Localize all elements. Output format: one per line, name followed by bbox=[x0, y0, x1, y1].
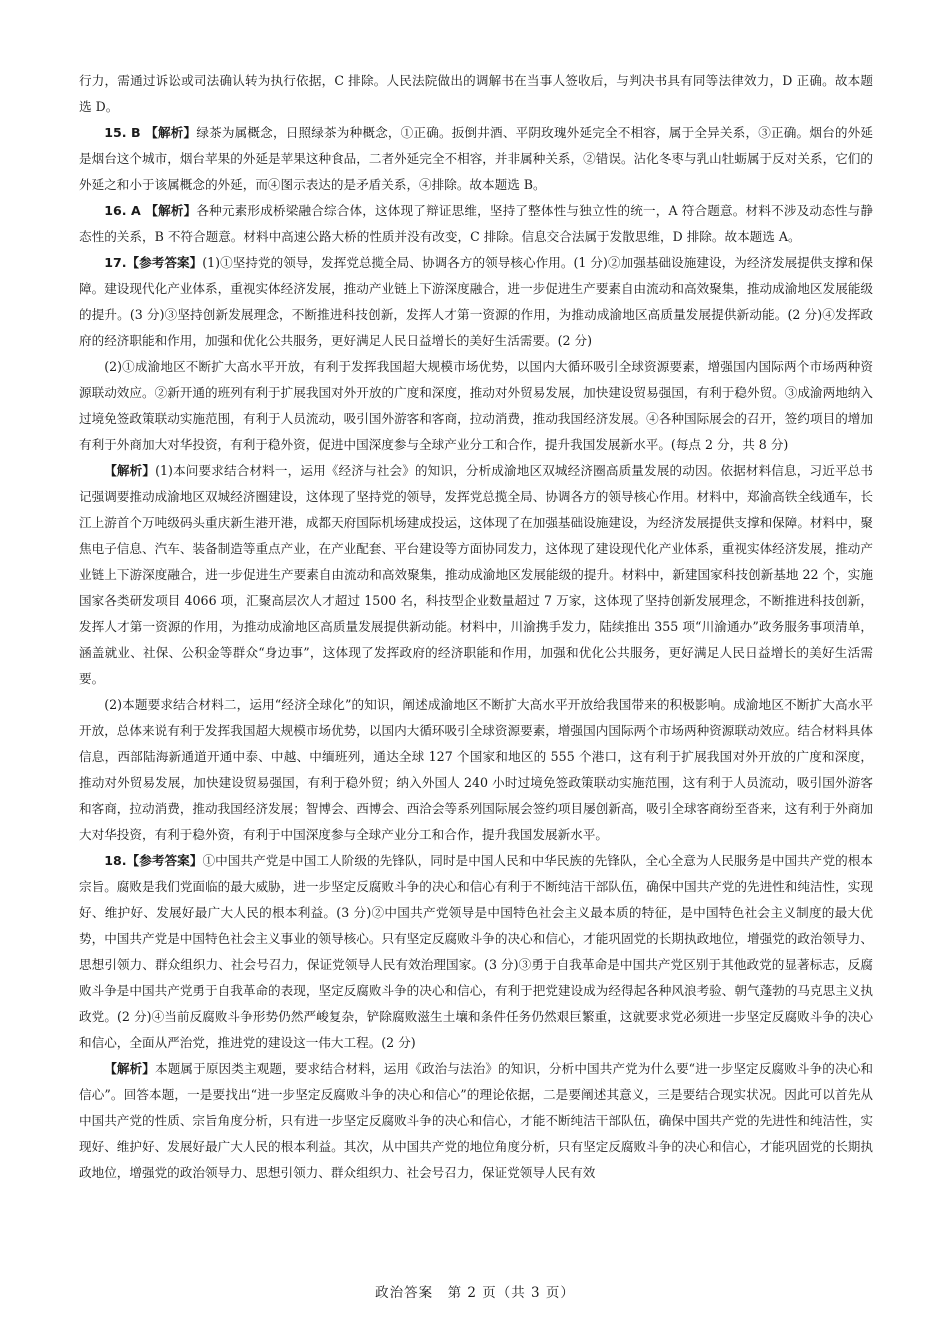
paragraph-lead: 18.【参考答案】 bbox=[104, 853, 203, 868]
paragraph-text: 行力，需通过诉讼或司法确认转为执行依据，C 排除。人民法院做出的调解书在当事人签收后，与判决书具有同等法律效力，D 正确。故本题选 D。 bbox=[79, 73, 873, 114]
paragraph-text: (1)本问要求结合材料一，运用《经济与社会》的知识，分析成渝地区双城经济圈高质量发展的动因。依据材料信息，习近平总书记强调要推动成渝地区双城经济圈建设，这体现了坚持党的领导，发挥党总揽全局、协调各方的领导核心作用。材料中，郑渝高铁全线通车，长江上游首个万吨级码头重庆新生港开港，成都天府国际机场建成投运，这体现了在加强基础设施建设，为经济发展提供支撑和保障。材料中，聚焦电子信息、汽车、装备制造等重点产业，在产业配套、平台建设等方面协同发力，这体现了建设现代化产业体系，重视实体经济发展，推动产业链上下游深度融合，进一步促进生产要素自由流动和高效聚集，推动成渝地区发展能级的提升。材料中，新建国家科技创新基地 22 个，实施国家各类研发项目 4066 项，汇聚高层次人才超过 1500 名，科技型企业数量超过 7 万家，这体现了坚持创新发展理念，不断推进科技创新，发挥人才第一资源的作用，为推动成渝地区高质量发展提供新动能。材料中，川渝携手发力，陆续推出 355 项“川渝通办”政务服务事项清单，涵盖就业、社保、公积金等群众“身边事”，这体现了发挥政府的经济职能和作用，加强和优化公共服务，更好满足人民日益增长的美好生活需要。 bbox=[79, 463, 874, 686]
paragraph-lead: 15. B 【解析】 bbox=[104, 125, 197, 140]
paragraph-text: 本题属于原因类主观题，要求结合材料，运用《政治与法治》的知识，分析中国共产党为什么要“进一步坚定反腐败斗争的决心和信心”。回答本题，一是要找出“进一步坚定反腐败斗争的决心和信心”的理论依据，二是要阐述其意义，三是要结合现实状况。因此可以首先从中国共产党的性质、宗旨角度分析，只有进一步坚定反腐败斗争的决心和信心，才能不断纯洁干部队伍，确保中国共产党的先进性和纯洁性，实现好、维护好、发展好最广大人民的根本利益。其次，从中国共产党的地位角度分析，只有坚定反腐败斗争的决心和信心，才能巩固党的长期执政地位，增强党的政治领导力、思想引领力、群众组织力、社会号召力，保证党领导人民有效 bbox=[79, 1061, 873, 1180]
paragraph-lead: 16. A 【解析】 bbox=[104, 203, 197, 218]
paragraph-q18-analysis bbox=[79, 1056, 873, 1186]
paragraph-lead: 【解析】 bbox=[104, 1061, 156, 1076]
paragraph-text: ①中国共产党是中国工人阶级的先锋队，同时是中国人民和中华民族的先锋队，全心全意为人民服务是中国共产党的根本宗旨。腐败是我们党面临的最大威胁，进一步坚定反腐败斗争的决心和信心有利于不断纯洁干部队伍，确保中国共产党的先进性和纯洁性，实现好、维护好、发展好最广大人民的根本利益。(3 分)②中国共产党领导是中国特色社会主义最本质的特征，是中国特色社会主义制度的最大优势，中国共产党是中国特色社会主义事业的领导核心。只有坚定反腐败斗争的决心和信心，才能巩固党的长期执政地位，增强党的政治领导力、思想引领力、群众组织力、社会号召力，保证党领导人民有效治理国家。(3 分)③勇于自我革命是中国共产党区别于其他政党的显著标志，反腐败斗争是中国共产党勇于自我革命的表现，坚定反腐败斗争的决心和信心，有利于把党建设成为经得起各种风浪考验、朝气蓬勃的马克思主义执政党。(2 分)④当前反腐败斗争形势仍然严峻复杂，铲除腐败滋生土壤和条件任务仍然艰巨繁重，这就要求党必须进一步坚定反腐败斗争的决心和信心，全面从严治党，推进党的建设这一伟大工程。(2 分) bbox=[79, 853, 874, 1050]
paragraph-text: (2)本题要求结合材料二，运用“经济全球化”的知识，阐述成渝地区不断扩大高水平开放给我国带来的积极影响。成渝地区不断扩大高水平开放，总体来说有利于发挥我国超大规模市场优势，以国内大循环吸引全球资源要素，增强国内国际两个市场两种资源联动效应。结合材料具体信息，西部陆海新通道开通中泰、中越、中缅班列，通达全球 127 个国家和地区的 555 个港口，这有利于扩展我国对外开放的广度和深度，推动对外贸易发展，加快建设贸易强国，有利于稳外贸；纳入外国人 240 小时过境免签政策联动实施范围，这有利于人员流动，吸引国外游客和客商，拉动消费，推动我国经济发展；智博会、西博会、西洽会等系列国际展会签约项目屡创新高，吸引全球客商纷至沓来，这有利于外商加大对华投资，有利于稳外资，有利于中国深度参与全球产业分工和合作，提升我国发展新水平。 bbox=[79, 697, 873, 842]
paragraph-text: 各种元素形成桥梁融合综合体，这体现了辩证思维，坚持了整体性与独立性的统一，A 符合题意。材料不涉及动态性与静态性的关系，B 不符合题意。材料中高速公路大桥的性质并没有改变，C 排除。信息交合法属于发散思维，D 排除。故本题选 A。 bbox=[79, 203, 873, 244]
paragraph-q15 bbox=[79, 120, 873, 198]
paragraph-continued bbox=[79, 68, 873, 120]
paragraph-q16 bbox=[79, 198, 873, 250]
paragraph-text: 绿茶为属概念，日照绿茶为种概念，①正确。扳倒井酒、平阴玫瑰外延完全不相容，属于全异关系，③正确。烟台的外延是烟台这个城市，烟台苹果的外延是苹果这种食品，二者外延完全不相容，并非属种关系，②错误。沾化冬枣与乳山牡蛎属于反对关系，它们的外延之和小于该属概念的外延，而④图示表达的是矛盾关系，④排除。故本题选 B。 bbox=[79, 125, 873, 192]
paragraph-text: (1)①坚持党的领导，发挥党总揽全局、协调各方的领导核心作用。(1 分)②加强基础设施建设，为经济发展提供支撑和保障。建设现代化产业体系，重视实体经济发展，推动产业链上下游深度融合，进一步促进生产要素自由流动和高效聚集，推动成渝地区发展能级的提升。(3 分)③坚持创新发展理念，不断推进科技创新，发挥人才第一资源的作用，为推动成渝地区高质量发展提供新动能。(2 分)④发挥政府的经济职能和作用，加强和优化公共服务，更好满足人民日益增长的美好生活需要。(2 分) bbox=[79, 255, 873, 348]
paragraph-q17-analysis-1 bbox=[79, 458, 873, 692]
paragraph-q17-answer-1 bbox=[79, 250, 873, 354]
paragraph-text: (2)①成渝地区不断扩大高水平开放，有利于发挥我国超大规模市场优势，以国内大循环吸引全球资源要素，增强国内国际两个市场两种资源联动效应。②新开通的班列有利于扩展我国对外开放的广度和深度，推动对外贸易发展，加快建设贸易强国，有利于稳外贸。③成渝两地纳入过境免签政策联动实施范围，有利于人员流动，吸引国外游客和客商，拉动消费，推动我国经济发展。④各种国际展会的召开，签约项目的增加有利于外商加大对华投资，有利于稳外资，促进中国深度参与全球产业分工和合作，提升我国发展新水平。(每点 2 分，共 8 分) bbox=[79, 359, 873, 452]
page-footer: 政治答案 第 2 页（共 3 页） bbox=[375, 1285, 575, 1301]
paragraph-lead: 17.【参考答案】 bbox=[104, 255, 203, 270]
paragraph-q17-answer-2 bbox=[79, 354, 873, 458]
paragraph-lead: 【解析】 bbox=[104, 463, 156, 478]
answer-document bbox=[79, 68, 873, 1186]
paragraph-q17-analysis-2 bbox=[79, 692, 873, 848]
paragraph-q18-answer bbox=[79, 848, 873, 1056]
